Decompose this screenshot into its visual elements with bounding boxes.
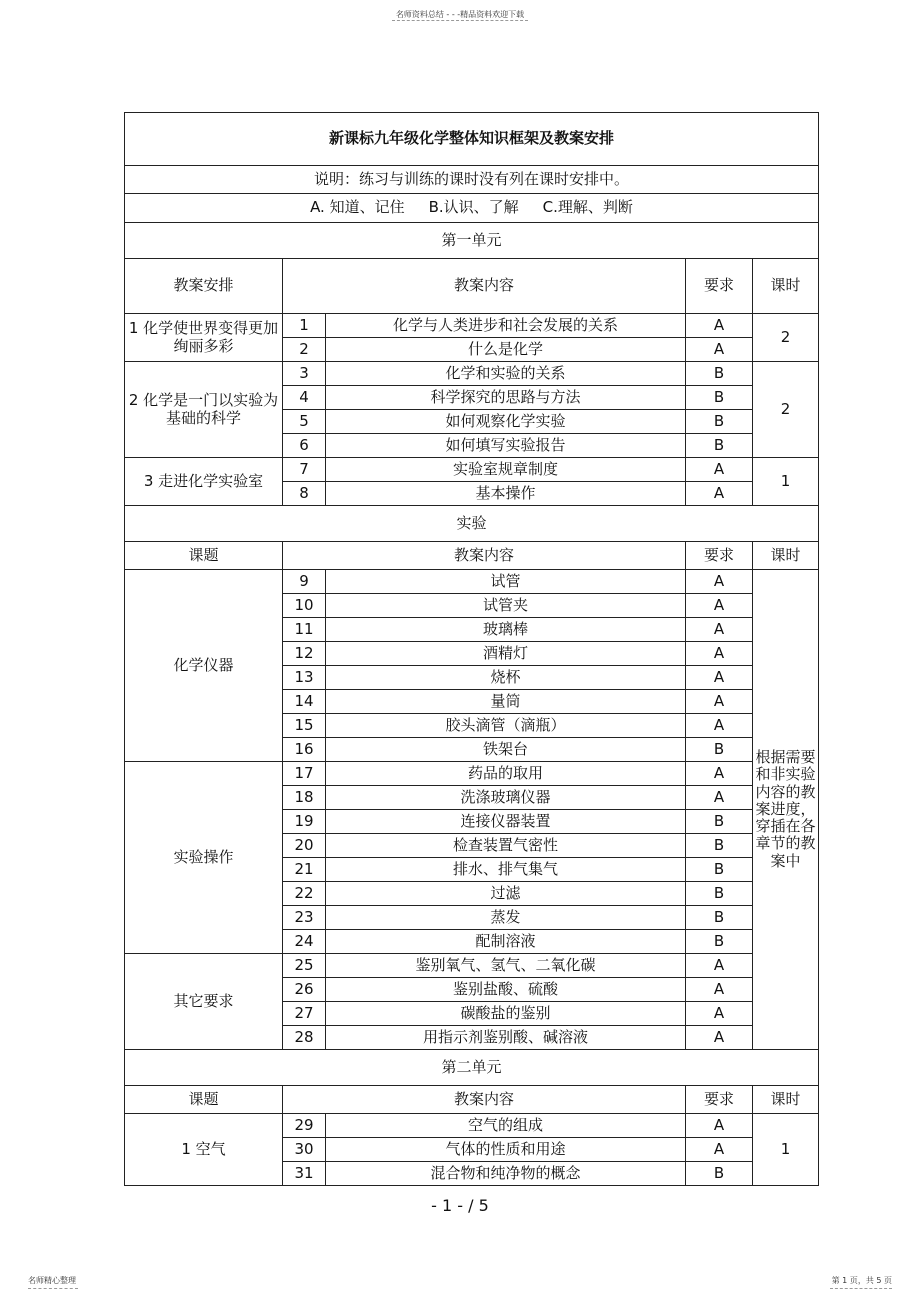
page-number: - 1 - / 5: [431, 1196, 489, 1215]
table-row: [125, 1114, 819, 1138]
table-row: [125, 362, 819, 386]
table-row: [125, 506, 819, 542]
column-header-topic: 教案安排: [125, 259, 283, 314]
item-content: 排水、排气集气: [326, 858, 686, 882]
item-number: 6: [283, 434, 326, 458]
item-content: 蒸发: [326, 906, 686, 930]
item-content: 检查装置气密性: [326, 834, 686, 858]
page-title: 新课标九年级化学整体知识框架及教案安排: [125, 113, 819, 166]
item-content: 洗涤玻璃仪器: [326, 786, 686, 810]
table-row: [125, 113, 819, 166]
requirement-levels: [125, 194, 819, 223]
item-content: 基本操作: [326, 482, 686, 506]
column-header-hours: 课时: [753, 1086, 819, 1114]
item-requirement: A: [686, 690, 753, 714]
item-requirement: A: [686, 954, 753, 978]
item-content: 气体的性质和用途: [326, 1138, 686, 1162]
item-number: 1: [283, 314, 326, 338]
item-number: 4: [283, 386, 326, 410]
item-requirement: B: [686, 858, 753, 882]
section-heading: 实验: [125, 506, 819, 542]
item-content: 实验室规章制度: [326, 458, 686, 482]
item-content: 什么是化学: [326, 338, 686, 362]
section-heading: 第二单元: [125, 1050, 819, 1086]
item-number: 20: [283, 834, 326, 858]
item-content: 药品的取用: [326, 762, 686, 786]
group-name: 3 走进化学实验室: [125, 458, 283, 506]
note-text: 说明：练习与训练的课时没有列在课时安排中。: [125, 166, 819, 194]
item-requirement: A: [686, 314, 753, 338]
group-hours: 2: [753, 314, 819, 362]
group-hours: 2: [753, 362, 819, 458]
column-header-requirement: 要求: [686, 542, 753, 570]
header-divider: [392, 20, 528, 21]
item-requirement: B: [686, 362, 753, 386]
item-requirement: A: [686, 1114, 753, 1138]
item-number: 24: [283, 930, 326, 954]
item-requirement: B: [686, 882, 753, 906]
item-requirement: A: [686, 762, 753, 786]
requirement-level: A. 知道、记住: [310, 198, 405, 217]
item-number: 16: [283, 738, 326, 762]
item-number: 22: [283, 882, 326, 906]
item-requirement: B: [686, 386, 753, 410]
item-content: 科学探究的思路与方法: [326, 386, 686, 410]
item-number: 31: [283, 1162, 326, 1186]
item-requirement: A: [686, 978, 753, 1002]
item-requirement: B: [686, 906, 753, 930]
group-name: 2 化学是一门以实验为基础的科学: [125, 362, 283, 458]
item-content: 鉴别盐酸、硫酸: [326, 978, 686, 1002]
table-row: [125, 542, 819, 570]
section-heading: 第一单元: [125, 223, 819, 259]
footer-right-divider: [830, 1288, 892, 1289]
item-number: 13: [283, 666, 326, 690]
item-number: 17: [283, 762, 326, 786]
column-header-hours: 课时: [753, 542, 819, 570]
item-requirement: B: [686, 834, 753, 858]
requirement-level: C.理解、判断: [542, 198, 633, 217]
item-content: 鉴别氧气、氢气、二氧化碳: [326, 954, 686, 978]
item-requirement: A: [686, 1002, 753, 1026]
group-hours: 1: [753, 1114, 819, 1186]
item-content: 试管夹: [326, 594, 686, 618]
column-header-requirement: 要求: [686, 259, 753, 314]
group-name: 其它要求: [125, 954, 283, 1050]
item-content: 酒精灯: [326, 642, 686, 666]
column-header-requirement: 要求: [686, 1086, 753, 1114]
column-header-content: 教案内容: [283, 259, 686, 314]
table-row: [125, 223, 819, 259]
item-requirement: B: [686, 410, 753, 434]
table-row: [125, 259, 819, 314]
item-number: 18: [283, 786, 326, 810]
item-number: 14: [283, 690, 326, 714]
item-requirement: A: [686, 1138, 753, 1162]
item-content: 碳酸盐的鉴别: [326, 1002, 686, 1026]
table-row: [125, 1086, 819, 1114]
item-content: 混合物和纯净物的概念: [326, 1162, 686, 1186]
item-requirement: A: [686, 570, 753, 594]
item-requirement: A: [686, 714, 753, 738]
item-number: 29: [283, 1114, 326, 1138]
column-header-topic: 课题: [125, 1086, 283, 1114]
item-number: 12: [283, 642, 326, 666]
item-requirement: A: [686, 642, 753, 666]
column-header-topic: 课题: [125, 542, 283, 570]
column-header-content: 教案内容: [283, 1086, 686, 1114]
item-content: 胶头滴管（滴瓶）: [326, 714, 686, 738]
item-number: 11: [283, 618, 326, 642]
group-name: 实验操作: [125, 762, 283, 954]
item-content: 铁架台: [326, 738, 686, 762]
table-row: [125, 1050, 819, 1086]
group-name: 1 空气: [125, 1114, 283, 1186]
item-requirement: B: [686, 434, 753, 458]
item-content: 配制溶液: [326, 930, 686, 954]
footer-left-note: 名师精心整理: [28, 1276, 76, 1285]
hours-note: 根据需要和非实验内容的教案进度，穿插在各章节的教案中: [753, 570, 819, 1050]
item-content: 玻璃棒: [326, 618, 686, 642]
item-requirement: A: [686, 618, 753, 642]
item-number: 21: [283, 858, 326, 882]
item-content: 如何观察化学实验: [326, 410, 686, 434]
item-requirement: B: [686, 810, 753, 834]
item-content: 如何填写实验报告: [326, 434, 686, 458]
group-name: 1 化学使世界变得更加绚丽多彩: [125, 314, 283, 362]
table-row: [125, 762, 819, 786]
item-number: 30: [283, 1138, 326, 1162]
item-requirement: A: [686, 1026, 753, 1050]
table-row: [125, 954, 819, 978]
item-requirement: B: [686, 738, 753, 762]
item-requirement: A: [686, 338, 753, 362]
item-number: 15: [283, 714, 326, 738]
item-content: 过滤: [326, 882, 686, 906]
item-content: 用指示剂鉴别酸、碱溶液: [326, 1026, 686, 1050]
item-requirement: A: [686, 666, 753, 690]
column-header-content: 教案内容: [283, 542, 686, 570]
item-number: 19: [283, 810, 326, 834]
item-content: 空气的组成: [326, 1114, 686, 1138]
item-number: 3: [283, 362, 326, 386]
curriculum-table: [124, 112, 819, 1186]
item-content: 试管: [326, 570, 686, 594]
item-requirement: A: [686, 594, 753, 618]
footer-left-divider: [28, 1288, 78, 1289]
table-row: [125, 166, 819, 194]
item-number: 5: [283, 410, 326, 434]
item-requirement: A: [686, 786, 753, 810]
item-content: 化学与人类进步和社会发展的关系: [326, 314, 686, 338]
item-number: 28: [283, 1026, 326, 1050]
item-number: 9: [283, 570, 326, 594]
item-number: 25: [283, 954, 326, 978]
item-number: 7: [283, 458, 326, 482]
item-number: 23: [283, 906, 326, 930]
requirement-level: B.认识、了解: [428, 198, 519, 217]
item-number: 10: [283, 594, 326, 618]
item-content: 连接仪器装置: [326, 810, 686, 834]
table-row: [125, 314, 819, 338]
item-content: 化学和实验的关系: [326, 362, 686, 386]
table-row: [125, 458, 819, 482]
footer-page-count: 第 1 页，共 5 页: [831, 1276, 892, 1285]
item-requirement: B: [686, 930, 753, 954]
item-requirement: A: [686, 482, 753, 506]
item-number: 8: [283, 482, 326, 506]
column-header-hours: 课时: [753, 259, 819, 314]
item-number: 2: [283, 338, 326, 362]
group-hours: 1: [753, 458, 819, 506]
group-name: 化学仪器: [125, 570, 283, 762]
item-requirement: B: [686, 1162, 753, 1186]
page-header-note: 名师资料总结 - - -精品资料欢迎下载: [395, 10, 525, 19]
item-content: 烧杯: [326, 666, 686, 690]
item-number: 26: [283, 978, 326, 1002]
item-content: 量筒: [326, 690, 686, 714]
item-requirement: A: [686, 458, 753, 482]
table-row: [125, 570, 819, 594]
table-row: [125, 194, 819, 223]
item-number: 27: [283, 1002, 326, 1026]
